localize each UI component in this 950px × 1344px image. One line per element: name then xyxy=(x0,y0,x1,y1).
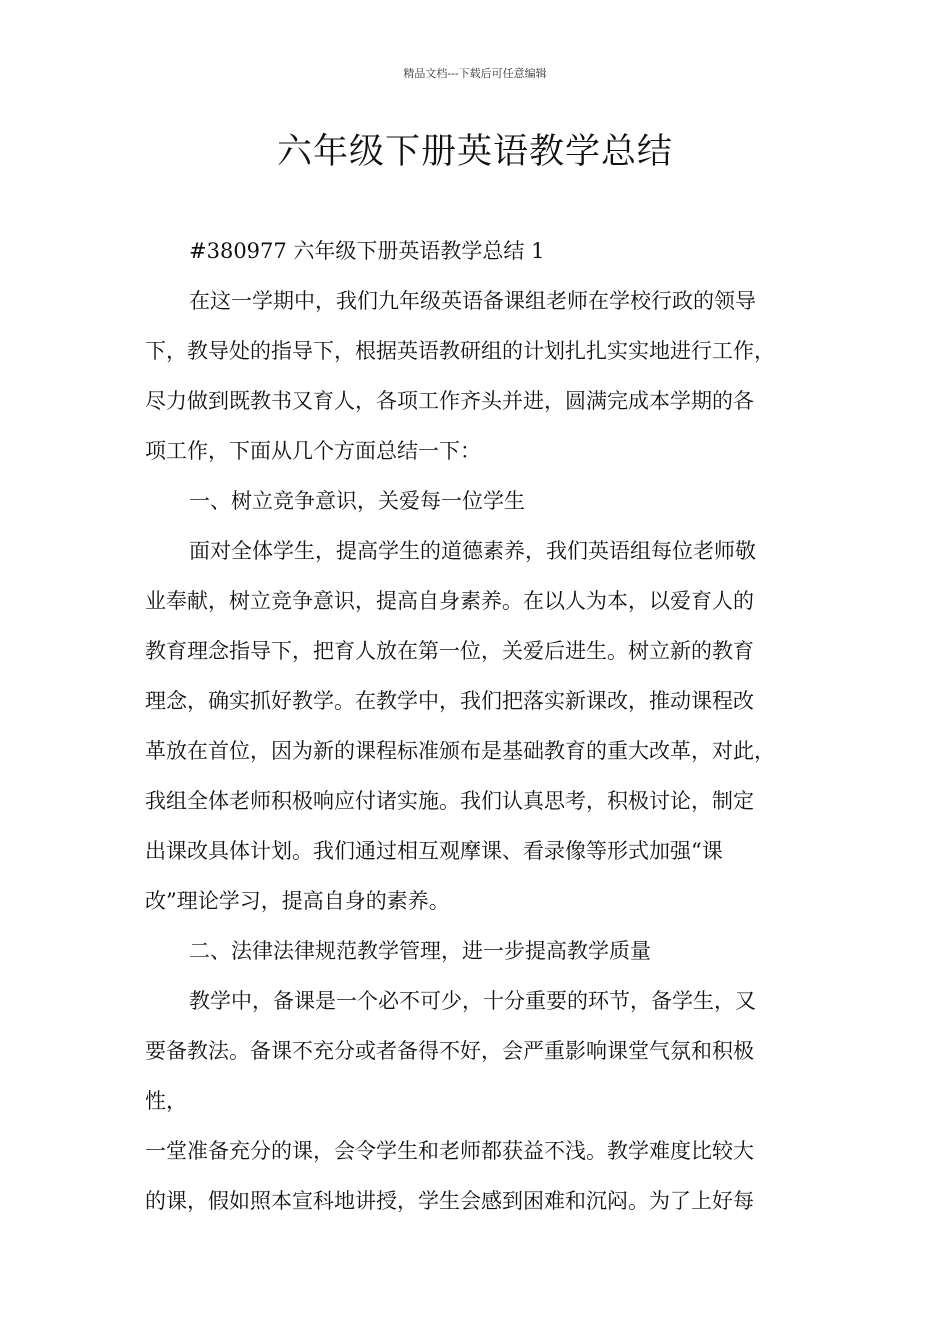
text-line: 的课，假如照本宣科地讲授，学生会感到困难和沉闷。为了上好每 xyxy=(145,1189,754,1213)
header-note: 精品文档---下载后可任意编辑 xyxy=(403,67,547,80)
text-line: 要备教法。备课不充分或者备得不好，会严重影响课堂气氛和积极 xyxy=(145,1039,754,1063)
document-body xyxy=(145,226,817,1226)
text-line: 一堂准备充分的课，会令学生和老师都获益不浅。教学难度比较大 xyxy=(145,1139,754,1163)
text-line: 出课改具体计划。我们通过相互观摩课、看录像等形式加强“课 xyxy=(145,839,723,863)
text-line: 面对全体学生，提高学生的道德素养，我们英语组每位老师敬 xyxy=(189,539,756,563)
text-line: 在这一学期中，我们九年级英语备课组老师在学校行政的领导 xyxy=(189,289,756,313)
text-line: 下，教导处的指导下，根据英语教研组的计划扎扎实实地进行工作， xyxy=(145,339,775,363)
text-line: 性， xyxy=(145,1089,187,1113)
document-title: 六年级下册英语教学总结 xyxy=(276,132,673,172)
text-line: 二、法律法律规范教学管理，进一步提高教学质量 xyxy=(189,939,651,963)
text-line: 项工作，下面从几个方面总结一下： xyxy=(145,439,481,463)
text-line: 业奉献，树立竞争意识，提高自身素养。在以人为本，以爱育人的 xyxy=(145,589,754,613)
text-line: 尽力做到既教书又育人，各项工作齐头并进，圆满完成本学期的各 xyxy=(145,389,754,413)
text-line: 革放在首位，因为新的课程标准颁布是基础教育的重大改革，对此， xyxy=(145,739,775,763)
text-line: 教育理念指导下，把育人放在第一位，关爱后进生。树立新的教育 xyxy=(145,639,754,663)
text-line: 理念，确实抓好教学。在教学中，我们把落实新课改，推动课程改 xyxy=(145,689,754,713)
text-line: #380977 六年级下册英语教学总结 1 xyxy=(189,239,545,263)
text-line: 教学中，备课是一个必不可少，十分重要的环节，备学生，又 xyxy=(189,989,756,1013)
text-line: 一、树立竞争意识，关爱每一位学生 xyxy=(189,489,525,513)
text-line: 改”理论学习，提高自身的素养。 xyxy=(145,889,450,913)
text-line: 我组全体老师积极响应付诸实施。我们认真思考，积极讨论，制定 xyxy=(145,789,754,813)
